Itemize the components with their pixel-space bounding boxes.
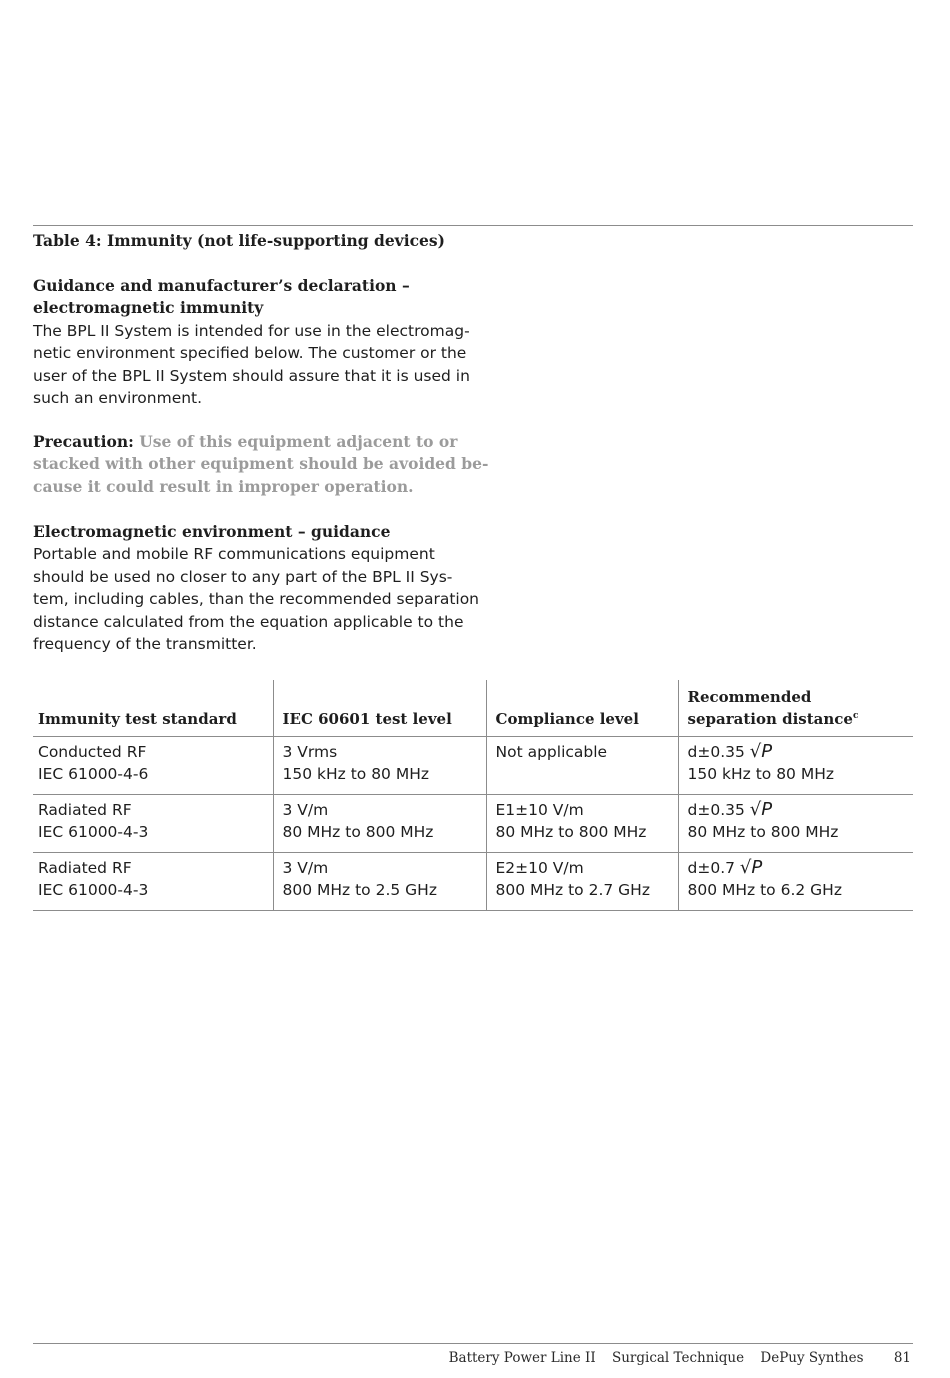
paragraph-line: should be used no closer to any part of the BPL II Sys- <box>33 567 453 586</box>
cell-standard <box>33 852 273 910</box>
power-variable: P <box>751 856 763 878</box>
immunity-table <box>33 680 913 911</box>
cell-compliance <box>486 794 678 852</box>
cell-distance <box>678 794 913 852</box>
cell-line: Not applicable <box>495 742 608 761</box>
cell-line: 3 V/m <box>282 800 329 819</box>
paragraph-line: distance calculated from the equation applicable to the <box>33 612 464 631</box>
cell-line: 150 kHz to 80 MHz <box>687 765 835 784</box>
table-row <box>33 794 913 852</box>
cell-line: Radiated RF <box>38 858 132 877</box>
top-rule <box>33 225 913 226</box>
cell-line: 3 Vrms <box>282 742 338 761</box>
paragraph-line: netic environment specified below. The customer or the <box>33 344 467 363</box>
cell-compliance <box>486 736 678 794</box>
page-footer <box>33 1350 913 1370</box>
cell-line: IEC 61000-4-6 <box>38 765 149 784</box>
guidance-heading-line: electromagnetic immunity <box>33 298 264 318</box>
cell-line: 80 MHz to 800 MHz <box>282 823 434 842</box>
footer-rule <box>33 1343 913 1344</box>
formula-text: d±0.35 <box>687 742 750 761</box>
environment-section <box>33 521 480 655</box>
paragraph-line: user of the BPL II System should assure that it is used in <box>33 366 470 385</box>
cell-line: 800 MHz to 2.7 GHz <box>495 881 650 900</box>
precaution-text: Use of this equipment adjacent to or <box>133 432 458 451</box>
cell-line: 80 MHz to 800 MHz <box>687 823 839 842</box>
precaution-label: Precaution: <box>33 432 134 451</box>
environment-paragraph <box>33 543 480 655</box>
distance-formula <box>688 741 905 764</box>
cell-test-level <box>273 736 486 794</box>
power-variable: P <box>761 740 773 762</box>
footer-company: DePuy Synthes <box>760 1350 864 1366</box>
cell-compliance <box>486 852 678 910</box>
cell-line: 150 kHz to 80 MHz <box>282 765 430 784</box>
cell-distance <box>678 736 913 794</box>
header-line <box>688 708 905 730</box>
paragraph-line: The BPL II System is intended for use in the electromag- <box>33 321 470 340</box>
paragraph-line: tem, including cables, than the recommended separation <box>33 590 480 609</box>
precaution-note <box>33 431 489 498</box>
header-separation-distance <box>678 680 913 736</box>
cell-test-level <box>273 852 486 910</box>
header-immunity-test-standard: Immunity test standard <box>33 680 273 736</box>
cell-line: 800 MHz to 6.2 GHz <box>687 881 842 900</box>
header-line: Recommended <box>687 688 812 706</box>
cell-line: Conducted RF <box>38 742 147 761</box>
header-text: separation distance <box>687 710 853 729</box>
sqrt-symbol: √ <box>749 798 762 820</box>
footnote-marker: c <box>852 711 859 722</box>
guidance-heading <box>33 275 473 320</box>
footer-product: Battery Power Line II <box>448 1350 596 1366</box>
table-header-row <box>33 680 913 736</box>
cell-line: E1±10 V/m <box>495 800 584 819</box>
formula-text: d±0.35 <box>687 800 750 819</box>
cell-line: 3 V/m <box>282 858 329 877</box>
paragraph-line: such an environment. <box>33 389 203 408</box>
header-compliance-level: Compliance level <box>486 680 678 736</box>
precaution-line: cause it could result in improper operation. <box>33 476 414 496</box>
distance-formula <box>688 799 905 822</box>
header-iec-test-level: IEC 60601 test level <box>273 680 486 736</box>
page-number: 81 <box>893 1350 911 1366</box>
table-title: Table 4: Immunity (not life-supporting devices) <box>33 231 445 250</box>
precaution-line: stacked with other equipment should be avoided be- <box>33 454 489 474</box>
guidance-heading-line: Guidance and manufacturer’s declaration – <box>33 276 410 295</box>
footer-doc-type: Surgical Technique <box>611 1350 745 1366</box>
cell-line: IEC 61000-4-3 <box>38 823 149 842</box>
formula-text: d±0.7 <box>687 858 740 877</box>
guidance-paragraph <box>33 320 473 410</box>
guidance-section <box>33 275 473 409</box>
table-row <box>33 852 913 910</box>
precaution-line <box>33 431 473 453</box>
cell-line: E2±10 V/m <box>495 858 584 877</box>
table-row <box>33 736 913 794</box>
cell-test-level <box>273 794 486 852</box>
cell-line: IEC 61000-4-3 <box>38 881 149 900</box>
cell-line: 800 MHz to 2.5 GHz <box>282 881 437 900</box>
cell-line: Radiated RF <box>38 800 132 819</box>
cell-standard <box>33 736 273 794</box>
power-variable: P <box>761 798 773 820</box>
cell-standard <box>33 794 273 852</box>
cell-distance <box>678 852 913 910</box>
environment-heading: Electromagnetic environment – guidance <box>33 522 391 541</box>
sqrt-symbol: √ <box>749 740 762 762</box>
cell-line: 80 MHz to 800 MHz <box>495 823 647 842</box>
sqrt-symbol: √ <box>739 856 752 878</box>
distance-formula <box>688 857 905 880</box>
paragraph-line: frequency of the transmitter. <box>33 635 257 654</box>
paragraph-line: Portable and mobile RF communications equipment <box>33 545 435 564</box>
